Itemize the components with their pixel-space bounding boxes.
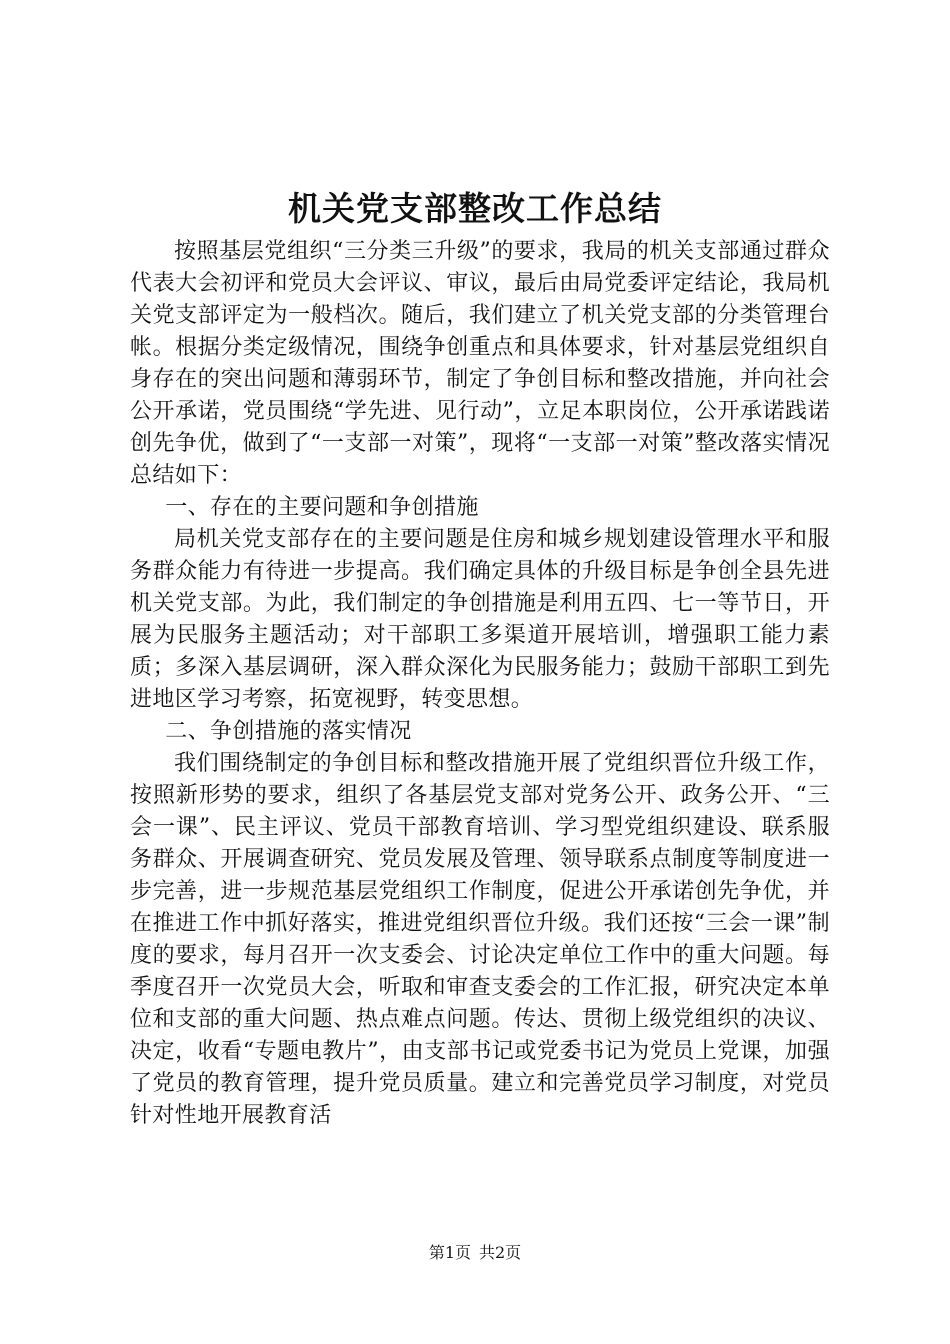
document-body: [130, 236, 830, 1132]
page-number: 第1页: [428, 1243, 471, 1262]
page-footer: [0, 1242, 950, 1264]
section-heading-1: 一、存在的主要问题和争创措施: [165, 495, 479, 520]
document-title: 机关党支部整改工作总结: [288, 189, 662, 228]
page-total: 共2页: [479, 1243, 522, 1262]
paragraph-intro: 按照基层党组织“三分类三升级”的要求，我局的机关支部通过群众代表大会初评和党员大会评议、审议，最后由局党委评定结论，我局机关党支部评定为一般档次。随后，我们建立了机关党支部的分类管理台帐。根据分类定级情况，围绕争创重点和具体要求，针对基层党组织自身存在的突出问题和薄弱环节，制定了争创目标和整改措施，并向社会公开承诺，党员围绕“学先进、见行动”，立足本职岗位，公开承诺践诺创先争优，做到了“一支部一对策”，现将“一支部一对策”整改落实情况总结如下：: [130, 239, 830, 488]
paragraph-problems: 局机关党支部存在的主要问题是住房和城乡规划建设管理水平和服务群众能力有待进一步提高。我们确定具体的升级目标是争创全县先进机关党支部。为此，我们制定的争创措施是利用五四、七一等节日，开展为民服务主题活动；对干部职工多渠道开展培训，增强职工能力素质；多深入基层调研，深入群众深化为民服务能力；鼓励干部职工到先进地区学习考察，拓宽视野，转变思想。: [130, 527, 830, 712]
paragraph-implementation: 我们围绕制定的争创目标和整改措施开展了党组织晋位升级工作，按照新形势的要求，组织了各基层党支部对党务公开、政务公开、“三会一课”、民主评议、党员干部教育培训、学习型党组织建设、联系服务群众、开展调查研究、党员发展及管理、领导联系点制度等制度进一步完善，进一步规范基层党组织工作制度，促进公开承诺创先争优，并在推进工作中抓好落实，推进党组织晋位升级。我们还按“三会一课”制度的要求，每月召开一次支委会、讨论决定单位工作中的重大问题。每季度召开一次党员大会，听取和审查支委会的工作汇报，研究决定本单位和支部的重大问题、热点难点问题。传达、贯彻上级党组织的决议、决定，收看“专题电教片”，由支部书记或党委书记为党员上党课，加强了党员的教育管理，提升党员质量。建立和完善党员学习制度，对党员针对性地开展教育活: [130, 751, 830, 1128]
section-heading-2: 二、争创措施的落实情况: [165, 719, 412, 744]
